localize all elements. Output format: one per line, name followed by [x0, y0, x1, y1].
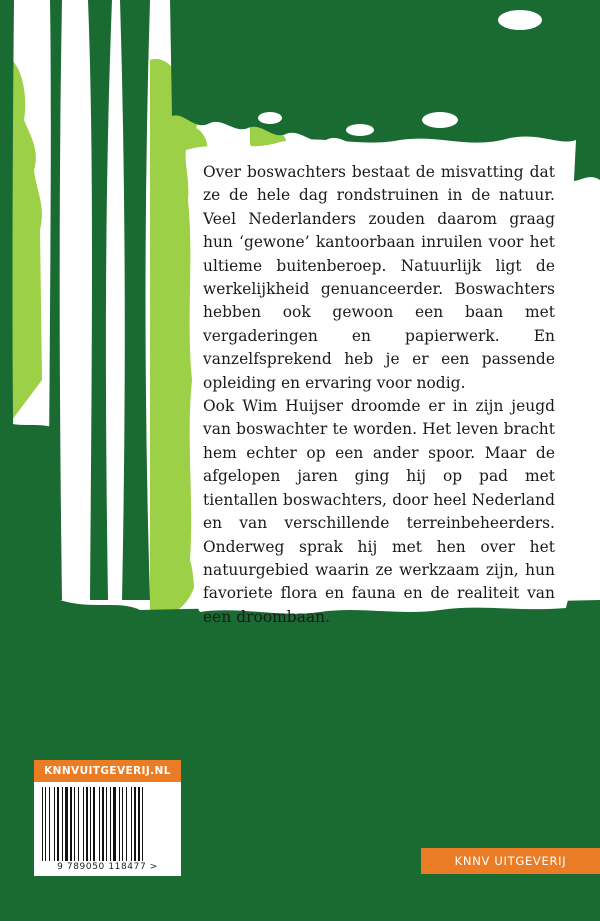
barcode-bar: [86, 787, 88, 861]
barcode-bar: [106, 787, 107, 861]
barcode-block: [34, 760, 181, 876]
barcode-bar: [113, 787, 116, 861]
barcode-bar: [62, 787, 63, 861]
barcode-bar: [102, 787, 104, 861]
barcode-bar: [90, 787, 91, 861]
barcode-bar: [134, 787, 136, 861]
barcode-bar: [57, 787, 59, 861]
barcode-bar: [99, 787, 100, 861]
barcode-bar: [83, 787, 84, 861]
blurb-paragraph-2: Ook Wim Huijser droomde er in zijn jeugd van boswachter te worden. Het leven bracht hem echter op een ander spoor. Maar de afgelopen jaren ging hij op pad met tientallen boswachters, door heel Nederland en van verschillende terreinbeheerders. Onderweg sprak hij met hen over het natuurgebied waarin ze werkzaam zijn, hun favoriete flora en fauna en de realiteit van een droombaan.: [203, 397, 555, 626]
barcode-website-label: KNNVUITGEVERIJ.NL: [34, 760, 181, 782]
barcode-bar: [122, 787, 123, 861]
blurb-paragraph-1: Over boswachters bestaat de misvatting dat ze de hele dag rondstruinen in de natuur. Veel Nederlanders zouden daarom graag hun ‘gewone’ kantoorbaan inruilen voor het ultieme buitenberoep. Natuurlijk ligt de werkelijkheid genuanceerder. Boswachters hebben ook gewoon een baan met vergaderingen en papierwerk. En vanzelfsprekend heb je er een passende opleiding en ervaring voor nodig.: [203, 163, 555, 392]
barcode-bar: [42, 787, 43, 861]
barcode-bar: [119, 787, 120, 861]
publisher-label: KNNV UITGEVERIJ: [421, 848, 600, 874]
barcode-bar: [93, 787, 95, 861]
barcode-bar: [78, 787, 79, 861]
barcode-digits: 9 789050 118477 >: [57, 862, 158, 872]
barcode-bar: [70, 787, 72, 861]
cover-blurb: [203, 161, 555, 629]
barcode-bar: [126, 787, 127, 861]
barcode-bar: [74, 787, 75, 861]
barcode-bar: [45, 787, 46, 861]
barcode-bar: [49, 787, 50, 861]
barcode-bars: [40, 787, 175, 861]
barcode-bar: [138, 787, 140, 861]
barcode-bar: [131, 787, 132, 861]
barcode-bar: [65, 787, 68, 861]
barcode-bar: [110, 787, 111, 861]
barcode-bar: [142, 787, 143, 861]
trunk-4: [0, 0, 14, 480]
barcode-bar: [54, 787, 55, 861]
